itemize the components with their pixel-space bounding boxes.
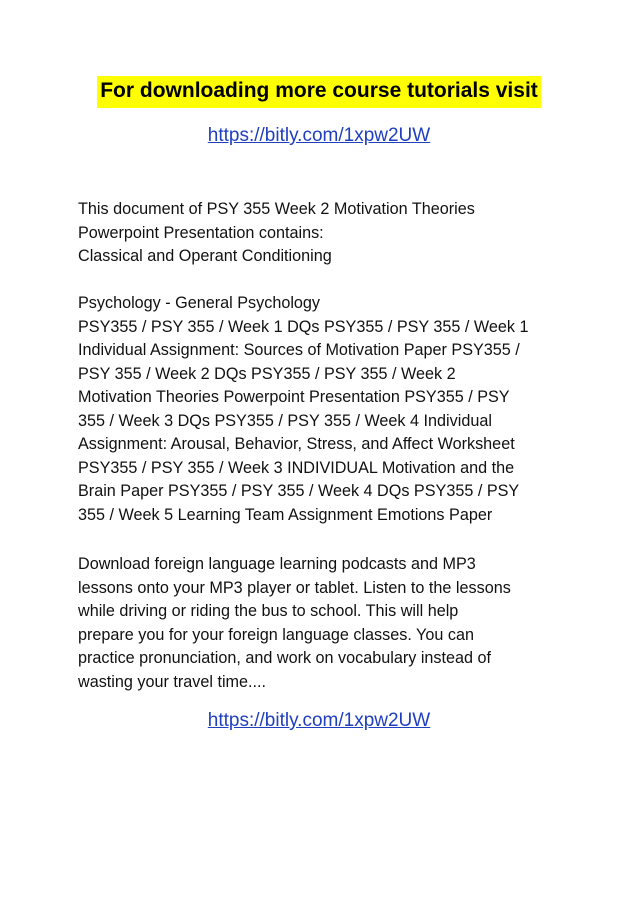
bottom-tutorial-link[interactable]: https://bitly.com/1xpw2UW	[207, 710, 431, 731]
promo-line: Download foreign language learning podcasts and MP3	[78, 555, 476, 573]
heading-container	[0, 76, 638, 108]
course-category: Psychology - General Psychology	[78, 294, 321, 312]
course-line: 355 / Week 3 DQs PSY355 / PSY 355 / Week 4 Individual	[78, 411, 492, 430]
course-line: Assignment: Arousal, Behavior, Stress, and Affect Worksheet	[78, 435, 515, 453]
page-title: For downloading more course tutorials visit	[97, 76, 541, 108]
bottom-link-line	[0, 709, 638, 733]
course-list-paragraph	[78, 292, 578, 527]
intro-line: Powerpoint Presentation contains:	[78, 223, 324, 242]
intro-line: Classical and Operant Conditioning	[78, 247, 332, 265]
promo-line: wasting your travel time....	[78, 672, 267, 691]
top-tutorial-link[interactable]: https://bitly.com/1xpw2UW	[207, 125, 431, 146]
promo-line: while driving or riding the bus to school. This will help	[78, 602, 459, 620]
promo-line: lessons onto your MP3 player or tablet. Listen to the lessons	[78, 578, 511, 597]
intro-paragraph	[78, 198, 578, 269]
course-line: PSY355 / PSY 355 / Week 1 DQs PSY355 / PSY 355 / Week 1	[78, 317, 529, 336]
promo-line: practice pronunciation, and work on vocabulary instead of	[78, 649, 492, 667]
course-line: Brain Paper PSY355 / PSY 355 / Week 4 DQs PSY355 / PSY	[78, 482, 520, 500]
course-line: Individual Assignment: Sources of Motivation Paper PSY355 /	[78, 341, 520, 359]
course-line: Motivation Theories Powerpoint Presentation PSY355 / PSY	[78, 388, 510, 406]
promo-line: prepare you for your foreign language classes. You can	[78, 625, 474, 644]
promo-paragraph	[78, 553, 578, 694]
top-link-line	[0, 124, 638, 148]
intro-line: This document of PSY 355 Week 2 Motivation Theories	[78, 200, 475, 218]
course-line: PSY355 / PSY 355 / Week 3 INDIVIDUAL Motivation and the	[78, 458, 515, 477]
course-line: 355 / Week 5 Learning Team Assignment Emotions Paper	[78, 505, 493, 524]
course-line: PSY 355 / Week 2 DQs PSY355 / PSY 355 / Week 2	[78, 364, 456, 383]
